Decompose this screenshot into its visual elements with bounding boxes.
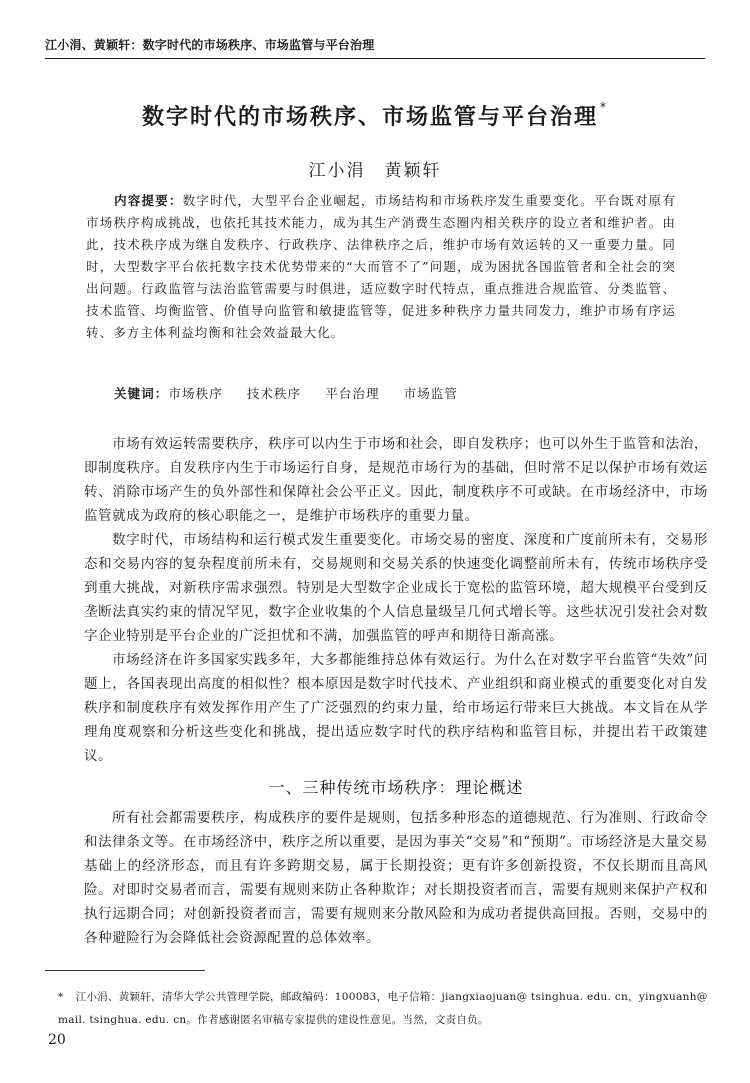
title-footnote-mark: * [600, 100, 608, 114]
keywords-label: 关键词： [114, 386, 169, 401]
abstract-label: 内容提要： [114, 193, 183, 208]
keyword: 平台治理 [325, 386, 380, 401]
title-text: 数字时代的市场秩序、市场监管与平台治理 [141, 105, 598, 130]
section-heading: 一、三种传统市场秩序：理论概述 [268, 778, 524, 797]
authors: 江小涓 黄颖轩 [308, 161, 442, 181]
keyword: 技术秩序 [246, 386, 302, 401]
page-title [0, 100, 750, 131]
header-rule [45, 58, 705, 59]
abstract [86, 190, 676, 344]
footnote-mark: * [58, 991, 64, 1003]
article-body [84, 432, 708, 950]
keywords [114, 384, 482, 402]
footnote-rule [45, 970, 205, 971]
running-header: 江小涓、黄颖轩：数字时代的市场秩序、市场监管与平台治理 [45, 38, 375, 52]
footnote [58, 986, 708, 1032]
page-number: 20 [48, 1032, 66, 1048]
body-paragraph: 数字时代，市场结构和运行模式发生重要变化。市场交易的密度、深度和广度前所未有，交易形态和交易内容的复杂程度前所未有，交易规则和交易关系的快速变化调整前所未有，传统市场秩序受到重大挑战，对新秩序需求强烈。特别是大型数字企业成长于宽松的监管环境，超大规模平台受到反垄断法真实约束的情况罕见，数字企业收集的个人信息量级呈几何式增长等。这些状况引发社会对数字企业特别是平台企业的广泛担忧和不满，加强监管的呼声和期待日渐高涨。 [84, 532, 708, 644]
body-paragraph: 市场经济在许多国家实践多年，大多都能维持总体有效运行。为什么在对数字平台监管“失效”问题上，各国表现出高度的相似性？根本原因是数字时代技术、产业组织和商业模式的重要变化对自发秩序和制度秩序有效发挥作用产生了广泛强烈的约束力量，给市场运行带来巨大挑战。本文旨在从学理角度观察和分析这些变化和挑战，提出适应数字时代的秩序结构和监管目标，并提出若干政策建议。 [84, 652, 708, 764]
body-paragraph: 市场有效运转需要秩序，秩序可以内生于市场和社会，即自发秩序；也可以外生于监管和法治，即制度秩序。自发秩序内生于市场运行自身，是规范市场行为的基础，但时常不足以保护市场有效运转、消除市场产生的负外部性和保障社会公平正义。因此，制度秩序不可或缺。在市场经济中，市场监管就成为政府的核心职能之一，是维护市场秩序的重要力量。 [84, 436, 708, 524]
abstract-text: 数字时代，大型平台企业崛起，市场结构和市场秩序发生重要变化。平台既对原有市场秩序构成挑战，也依托其技术能力，成为其生产消费生态圈内相关秩序的设立者和维护者。由此，技术秩序成为继自发秩序、行政秩序、法律秩序之后，维护市场有效运转的又一重要力量。同时，大型数字平台依托数字技术优势带来的“大而管不了”问题，成为困扰各国监管者和全社会的突出问题。行政监管与法治监管需要与时俱进，适应数字时代特点，重点推进合规监管、分类监管、技术监管、均衡监管、价值导向监管和敏捷监管等，促进多种秩序力量共同发力，维护市场有序运转、多方主体利益均衡和社会效益最大化。 [86, 193, 676, 340]
body-paragraph: 所有社会都需要秩序，构成秩序的要件是规则，包括多种形态的道德规范、行为准则、行政命令和法律条文等。在市场经济中，秩序之所以重要，是因为事关“交易”和“预期”。市场经济是大量交易基础上的经济形态，而且有许多跨期交易，属于长期投资；更有许多创新投资，不仅长期而且高风险。对即时交易者而言，需要有规则来防止各种欺诈；对长期投资者而言，需要有规则来保护产权和执行远期合同；对创新投资者而言，需要有规则来分散风险和为成功者提供高回报。否则，交易中的各种避险行为会降低社会资源配置的总体效率。 [84, 810, 708, 946]
keyword: 市场监管 [403, 386, 459, 401]
keyword: 市场秩序 [168, 386, 223, 401]
footnote-text: 江小涓、黄颖轩，清华大学公共管理学院，邮政编码：100083，电子信箱：jiangxiaojuan@ tsinghua. edu. cn，yingxuanh@ mail. tsinghua. edu. cn。作者感谢匿名审稿专家提供的建设性意见。当然，文责自负。 [58, 991, 708, 1026]
